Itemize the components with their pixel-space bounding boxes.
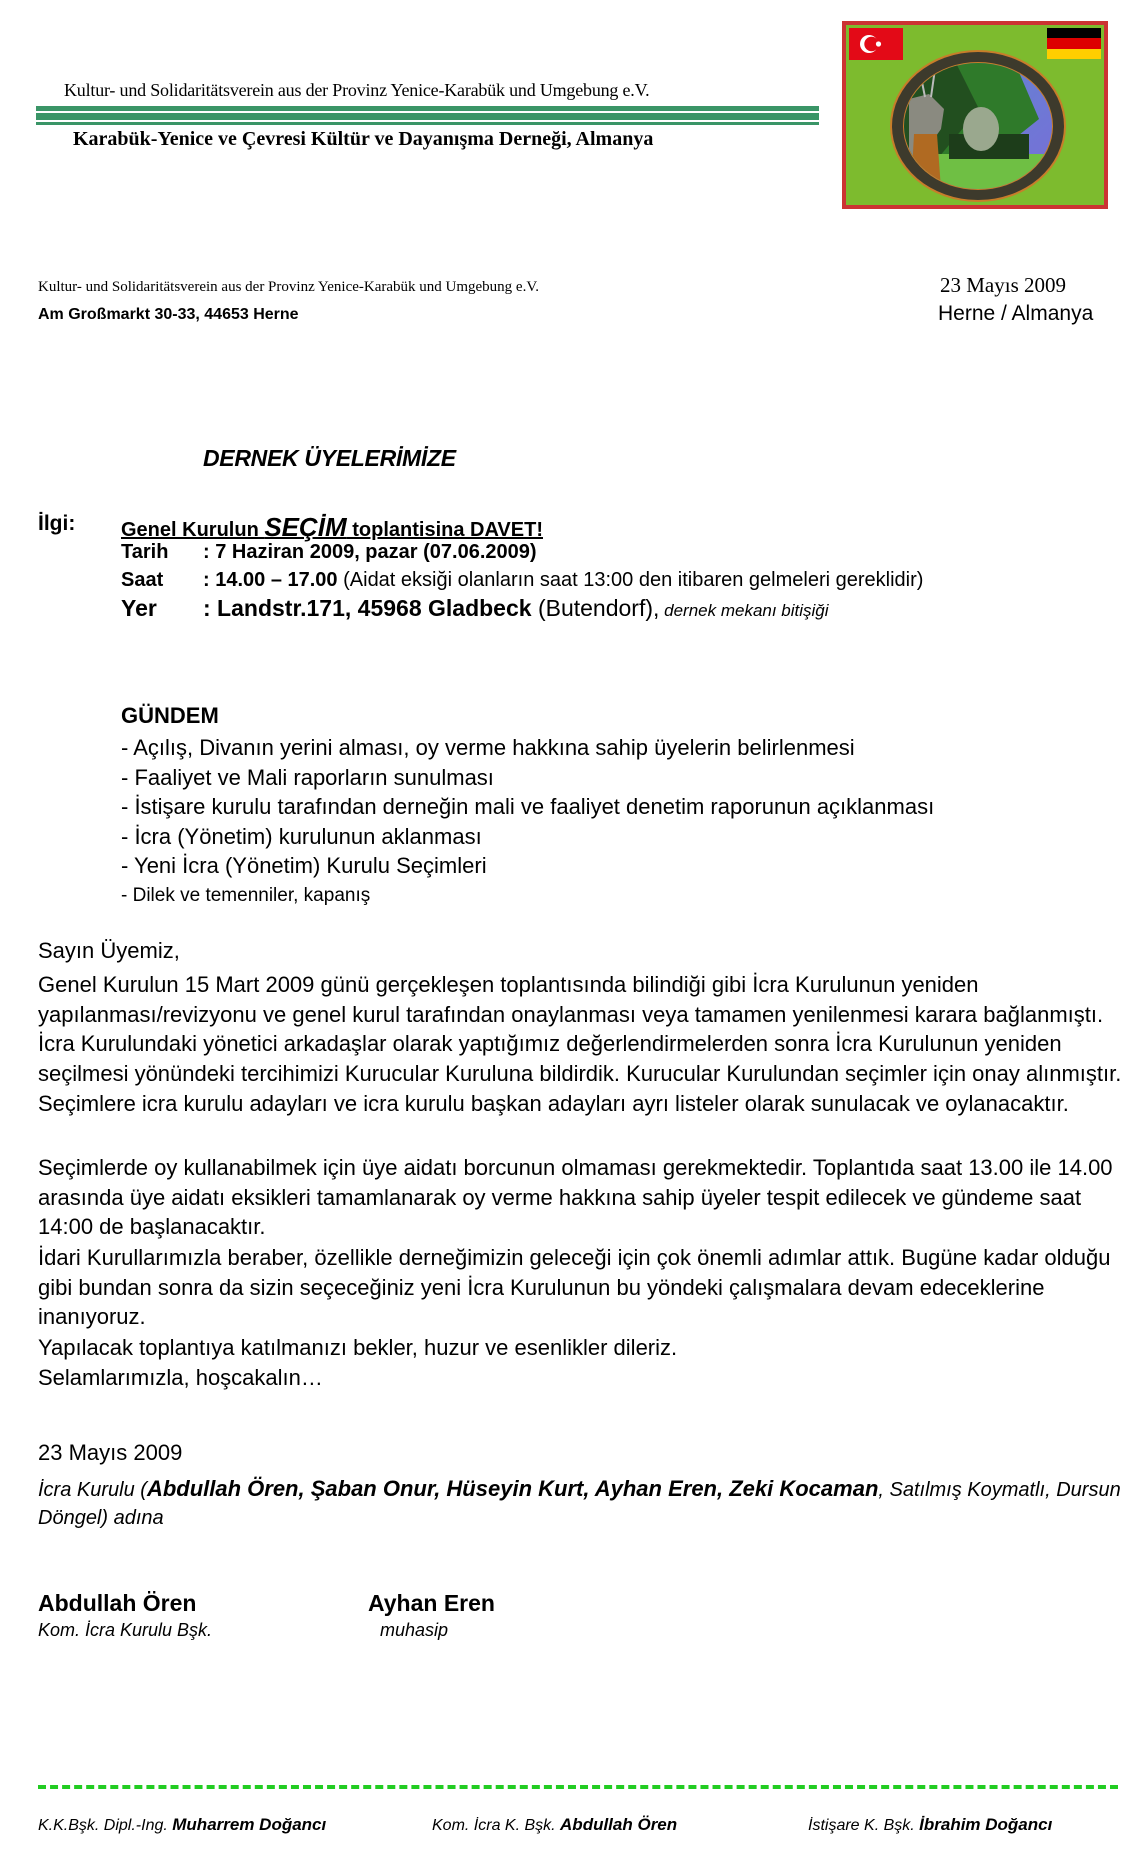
letter-date: 23 Mayıs 2009 xyxy=(940,273,1066,297)
sender-address: Am Großmarkt 30-33, 44653 Herne xyxy=(38,306,299,323)
body-paragraph: Seçimlerde oy kullanabilmek için üye aidatı borcunun olmaması gerekmektedir. Toplantıda saat 13.00 ile 14.00 arasında üye aidatı eksikleri tamamlanarak oy verme hakkına sahip üyeler tespit edilecek ve gündeme saat 14:00 de başlanacaktır. xyxy=(38,1155,1113,1240)
location-label: Yer xyxy=(121,595,157,621)
meeting-address: : Landstr.171, 45968 Gladbeck xyxy=(203,595,532,621)
greeting: Sayın Üyemiz, xyxy=(38,938,180,963)
header-stripe xyxy=(36,106,819,111)
signer-2-title: muhasip xyxy=(380,1620,449,1640)
footer-contact-title: Kom. İcra K. Bşk. xyxy=(432,1817,561,1834)
footer-contact-title: İstişare K. Bşk. xyxy=(808,1817,920,1834)
subject-label: İlgi: xyxy=(38,512,76,535)
footer-divider xyxy=(38,1785,1118,1789)
signer-1-name: Abdullah Ören xyxy=(38,1590,197,1616)
subject-text-after: toplantisina DAVET! xyxy=(346,519,543,541)
header-stripe xyxy=(36,113,819,120)
agenda-item: - Faaliyet ve Mali raporların sunulması xyxy=(121,764,494,790)
footer-contact-name: Abdullah Ören xyxy=(560,1815,678,1834)
header-stripe xyxy=(36,122,819,125)
footer-contact-name: Muharrem Doğancı xyxy=(172,1815,327,1834)
meeting-time-range: : 14.00 – 17.00 xyxy=(203,569,338,591)
agenda-item: - Açılış, Divanın yerini alması, oy verme hakkına sahip üyelerin belirlenmesi xyxy=(121,735,855,760)
footer-contact-title: K.K.Bşk. Dipl.-Ing. xyxy=(38,1817,173,1834)
agenda-title: GÜNDEM xyxy=(121,703,219,728)
footer-contact xyxy=(808,1815,1052,1835)
signer-2-name: Ayhan Eren xyxy=(368,1590,495,1616)
footer-contact xyxy=(432,1815,677,1835)
meeting-date: : 7 Haziran 2009, pazar (07.06.2009) xyxy=(203,541,537,563)
subject-text-before: Genel Kurulun xyxy=(121,519,265,541)
signature-date: 23 Mayıs 2009 xyxy=(38,1440,183,1465)
association-logo xyxy=(842,21,1108,209)
on-behalf-prefix: İcra Kurulu ( xyxy=(38,1479,147,1501)
agenda-item: - İstişare kurulu tarafından derneğin mali ve faaliyet denetim raporunun açıklanması xyxy=(121,794,935,819)
footer-contact xyxy=(38,1815,326,1835)
agenda-item: - İcra (Yönetim) kurulunun aklanması xyxy=(121,823,482,849)
meeting-location-note: dernek mekanı bitişiği xyxy=(659,601,829,620)
date-label: Tarih xyxy=(121,541,169,563)
subject-emphasis: SEÇİM xyxy=(264,512,347,542)
meeting-district: (Butendorf), xyxy=(531,595,660,621)
closing-farewell: Selamlarımızla, hoşcakalın… xyxy=(38,1364,323,1390)
time-label: Saat xyxy=(121,569,164,591)
footer-contact-name: İbrahim Doğancı xyxy=(919,1815,1053,1834)
header-org-name-german: Kultur- und Solidaritätsverein aus der Provinz Yenice-Karabük und Umgebung e.V. xyxy=(64,80,650,100)
letter-place: Herne / Almanya xyxy=(938,302,1094,325)
agenda-list xyxy=(121,733,934,910)
agenda-item: - Yeni İcra (Yönetim) Kurulu Seçimleri xyxy=(121,853,487,878)
on-behalf-line xyxy=(38,1475,1138,1532)
closing-wish: Yapılacak toplantıya katılmanızı bekler, huzur ve esenlikler dileriz. xyxy=(38,1335,678,1360)
subject-line xyxy=(121,512,543,543)
meeting-time-note: (Aidat eksiği olanların saat 13:00 den itibaren gelmeleri gereklidir) xyxy=(337,569,924,591)
header-org-name-turkish: Karabük-Yenice ve Çevresi Kültür ve Dayanışma Derneği, Almanya xyxy=(73,128,654,150)
on-behalf-suffix: , Satılmış Koymatlı, Dursun Döngel) adına xyxy=(38,1479,1121,1529)
seal-emblem xyxy=(889,49,1067,203)
sender-org-name: Kultur- und Solidaritätsverein aus der Provinz Yenice-Karabük und Umgebung e.V. xyxy=(38,279,539,295)
meeting-location xyxy=(203,595,829,622)
meeting-time xyxy=(203,569,923,592)
agenda-item: - Dilek ve temenniler, kapanış xyxy=(121,884,371,906)
closing-block xyxy=(38,1333,1138,1392)
body-paragraph: İdari Kurullarımızla beraber, özellikle derneğimizin geleceği için çok önemli adımlar attık. Bugüne kadar olduğu gibi bundan sonra da sizin seçeceğiniz yeni İcra Kurulunun bu yöndeki çalışmalara devam edeceklerine inanıyoruz. xyxy=(38,1245,1111,1330)
signer-1-title: Kom. İcra Kurulu Bşk. xyxy=(38,1620,213,1640)
recipient-heading: DERNEK ÜYELERİMİZE xyxy=(203,445,456,471)
body-paragraph: Genel Kurulun 15 Mart 2009 günü gerçekleşen toplantısında bilindiği gibi İcra Kurulunun yeniden yapılanması/revizyonu ve genel kurul tarafından onaylanması veya tamamen yenilenmesi karara bağlanmıştı. İcra Kurulundaki yönetici arkadaşlar olarak yaptığımız değerlendirmelerden sonra İcra Kurulunun yeniden seçilmesi yönündeki tercihimizi Kurucular Kuruluna bildirdik. Kurucular Kurulundan seçimler için onay alınmıştır. Seçimlere icra kurulu adayları ve icra kurulu başkan adayları ayrı listeler olarak sunulacak ve oylanacaktır. xyxy=(38,972,1122,1116)
board-members: Abdullah Ören, Şaban Onur, Hüseyin Kurt, Ayhan Eren, Zeki Kocaman xyxy=(146,1476,879,1501)
